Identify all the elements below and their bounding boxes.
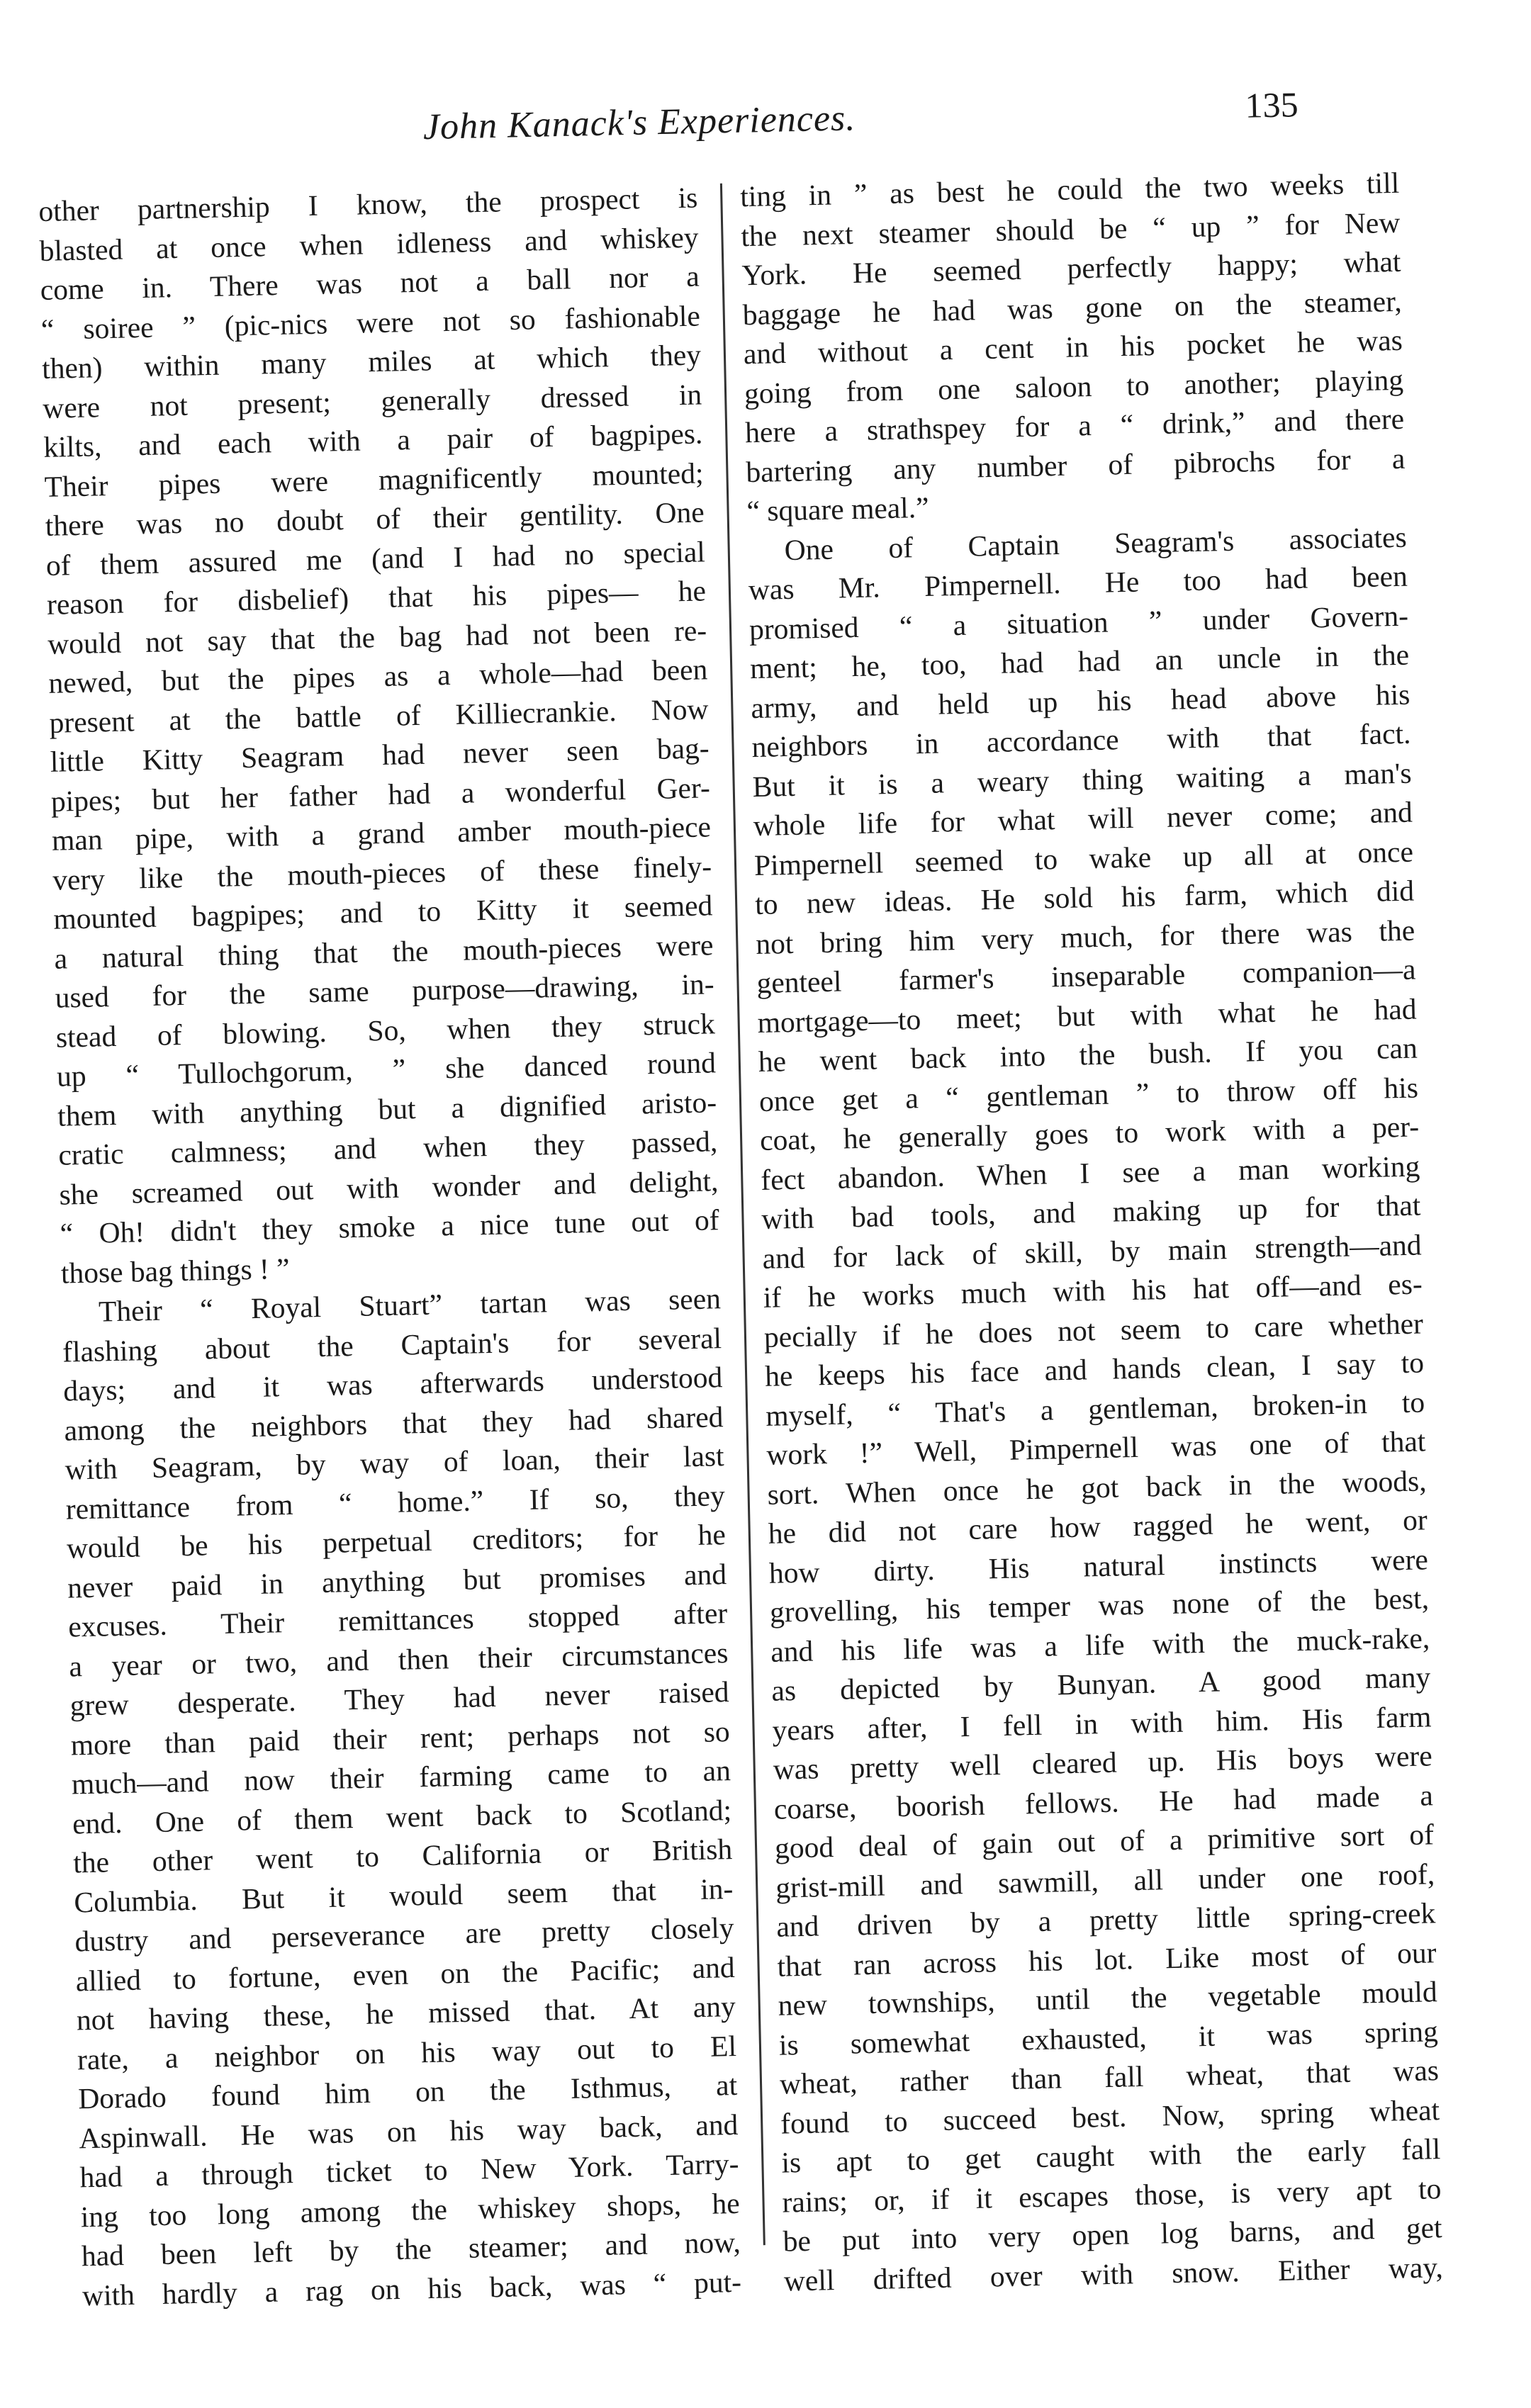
text-line: going from one saloon to another; playing — [744, 363, 1404, 410]
text-line: coarse, boorish fellows. He had made a — [773, 1778, 1434, 1825]
text-line: the other went to California or British — [72, 1833, 733, 1879]
text-line: “ square meal.” — [746, 490, 929, 528]
text-line: come in. There was not a ball nor a — [40, 259, 700, 306]
text-line: mounted bagpipes; and to Kitty it seemed — [52, 889, 713, 935]
text-line: not having these, he missed that. At any — [76, 1989, 736, 2037]
text-line: Columbia. But it would seem that in- — [73, 1872, 734, 1918]
text-line: among the neighbors that they had shared — [64, 1400, 724, 1447]
text-line: and for lack of skill, by main strength—and — [762, 1227, 1422, 1275]
text-line: with Seagram, by way of loan, their last — [65, 1439, 724, 1486]
text-line: was pretty well cleared up. His boys were — [773, 1739, 1433, 1786]
text-line: ting in ” as best he could the two weeks till — [739, 166, 1400, 213]
text-line: cratic calmness; and when they passed, — [57, 1125, 718, 1171]
text-line: little Kitty Seagram had never seen bag- — [50, 731, 710, 778]
text-line: much—and now their farming came to an — [71, 1754, 731, 1801]
text-line: remittance from “ home.” If so, they — [65, 1478, 726, 1526]
text-line: well drifted over with snow. Either way, — [783, 2250, 1444, 2297]
text-line: he did not care how ragged he went, or — [768, 1503, 1428, 1550]
text-line: York. He seemed perfectly happy; what — [741, 244, 1401, 292]
text-line: One of Captain Seagram's associates — [784, 520, 1408, 566]
text-line: be put into very open log barns, and get — [783, 2211, 1443, 2258]
text-line: as depicted by Bunyan. A good many — [770, 1660, 1431, 1707]
text-line: of them assured me (and I had no special — [45, 534, 706, 582]
text-line: she screamed out with wonder and delight, — [59, 1164, 719, 1211]
text-line: not bring him very much, for there was the — [755, 913, 1415, 960]
text-line: neighbors in accordance with that fact. — [751, 716, 1411, 764]
text-line: man pipe, with a grand amber mouth-piece — [51, 810, 712, 857]
text-line: wheat, rather than fall wheat, that was — [779, 2054, 1440, 2100]
text-line: Pimpernell seemed to wake up all at once — [753, 835, 1414, 882]
text-line: had been left by the steamer; and now, — [81, 2225, 741, 2273]
text-line: dustry and perseverance are pretty closely — [74, 1911, 734, 1958]
text-line: newed, but the pipes as a whole—had been — [47, 653, 708, 699]
text-line: whole life for what will never come; and — [753, 795, 1413, 843]
text-line: years after, I fell in with him. His farm — [772, 1699, 1432, 1747]
text-line: would be his perpetual creditors; for he — [66, 1518, 727, 1565]
text-line: ing too long among the whiskey shops, he — [80, 2186, 741, 2233]
text-line: Dorado found him on the Isthmus, at — [77, 2068, 738, 2115]
text-line: new townships, until the vegetable mould — [778, 1975, 1438, 2022]
text-line: rate, a neighbor on his way out to El — [77, 2029, 737, 2076]
text-line: work !” Well, Pimpernell was one of that — [766, 1424, 1426, 1471]
text-line: army, and held up his head above his — [750, 677, 1411, 724]
text-line: myself, “ That's a gentleman, broken-in to — [765, 1385, 1425, 1432]
text-line: was Mr. Pimpernell. He too had been — [748, 559, 1408, 607]
text-line: here a strathspey for a “ drink,” and there — [744, 402, 1405, 449]
text-line: Their “ Royal Stuart” tartan was seen — [98, 1282, 722, 1328]
text-line: found to succeed best. Now, spring wheat — [780, 2093, 1440, 2140]
text-line: then) within many miles at which they — [41, 338, 702, 385]
text-line: used for the same purpose—drawing, in- — [55, 967, 715, 1014]
text-line: had a through ticket to New York. Tarry- — [79, 2147, 739, 2194]
text-line: Their pipes were magnificently mounted; — [44, 456, 704, 503]
text-line: and driven by a pretty little spring-creek — [775, 1896, 1436, 1943]
text-line: pipes; but her father had a wonderful Ger- — [50, 770, 711, 818]
text-line: a natural thing that the mouth-pieces were — [54, 928, 714, 975]
text-line: once get a “ gentleman ” to throw off his — [758, 1071, 1419, 1118]
page-number: 135 — [1244, 84, 1299, 125]
text-line: Aspinwall. He was on his way back, and — [78, 2108, 739, 2154]
text-line: and without a cent in his pocket he was — [743, 323, 1403, 371]
text-line: rains; or, if it escapes those, is very apt to — [782, 2171, 1442, 2219]
text-line: “ soiree ” (pic-nics were not so fashionable — [40, 298, 701, 346]
left-column — [38, 179, 742, 2316]
text-line: mortgage—to meet; but with what he had — [757, 992, 1417, 1039]
running-head — [0, 83, 1530, 171]
text-line: “ Oh! didn't they smoke a nice tune out of — [60, 1203, 719, 1250]
text-line: very like the mouth-pieces of these finely- — [52, 849, 712, 896]
text-line: baggage he had was gone on the steamer, — [742, 284, 1403, 331]
text-line: grew desperate. They had never raised — [69, 1675, 729, 1722]
text-line: is somewhat exhausted, it was spring — [778, 2014, 1439, 2061]
text-line: excuses. Their remittances stopped after — [67, 1597, 728, 1643]
text-line: up “ Tullochgorum, ” she danced round — [56, 1046, 717, 1093]
text-line: there was no doubt of their gentility. One — [45, 495, 705, 542]
text-line: kilts, and each with a pair of bagpipes. — [43, 417, 703, 463]
text-line: flashing about the Captain's for several — [62, 1321, 722, 1368]
text-line: how dirty. His natural instincts were — [768, 1542, 1429, 1590]
text-line: and his life was a life with the muck-rake, — [770, 1621, 1430, 1668]
text-line: other partnership I know, the prospect is — [38, 181, 698, 227]
text-line: stead of blowing. So, when they struck — [55, 1006, 716, 1054]
text-line: grist-mill and sawmill, all under one roof, — [775, 1857, 1435, 1904]
text-line: he keeps his face and hands clean, I say to — [764, 1346, 1425, 1393]
text-line: those bag things ! ” — [60, 1251, 291, 1290]
text-line: bartering any number of pibrochs for a — [745, 441, 1406, 488]
right-column — [740, 164, 1444, 2301]
text-line: were not present; generally dressed in — [42, 377, 702, 424]
text-line: sort. When once he got back in the woods, — [767, 1463, 1427, 1511]
text-line: is apt to get caught with the early fall — [780, 2132, 1441, 2179]
text-line: fect abandon. When I see a man working — [760, 1149, 1420, 1196]
text-line: a year or two, and then their circumstances — [69, 1636, 729, 1683]
text-line: blasted at once when idleness and whiskey — [39, 220, 699, 267]
text-line: coat, he generally goes to work with a per- — [759, 1110, 1420, 1157]
text-line: present at the battle of Killiecrankie. Now — [49, 692, 709, 739]
text-line: more than paid their rent; perhaps not so — [70, 1714, 731, 1762]
text-line: ment; he, too, had had an uncle in the — [749, 638, 1410, 685]
text-line: promised “ a situation ” under Govern- — [748, 599, 1409, 646]
text-line: if he works much with his hat off—and es- — [763, 1267, 1423, 1314]
text-line: he went back into the bush. If you can — [758, 1031, 1418, 1078]
text-line: to new ideas. He sold his farm, which did — [754, 874, 1415, 921]
text-line: that ran across his lot. Like most of our — [777, 1935, 1437, 1983]
text-columns — [38, 164, 1451, 2353]
text-line: end. One of them went back to Scotland; — [72, 1793, 732, 1840]
text-line: good deal of gain out of a primitive sort of — [774, 1818, 1435, 1864]
running-title: John Kanack's Experiences. — [422, 98, 856, 148]
text-line: them with anything but a dignified aristo- — [57, 1085, 717, 1132]
text-line: days; and it was afterwards understood — [62, 1361, 723, 1407]
text-line: grovelling, his temper was none of the best, — [769, 1582, 1430, 1628]
text-line: But it is a weary thing waiting a man's — [752, 756, 1412, 803]
text-line: with hardly a rag on his back, was “ put- — [82, 2265, 742, 2312]
text-line: genteel farmer's inseparable companion—a — [756, 952, 1416, 1000]
text-line: never paid in anything but promises and — [67, 1557, 727, 1604]
text-line: allied to fortune, even on the Pacific; and — [75, 1950, 736, 1997]
text-line: pecially if he does not seem to care whether — [763, 1306, 1424, 1354]
text-line: reason for disbelief) that his pipes— he — [46, 574, 707, 621]
text-line: the next steamer should be “ up ” for New — [740, 206, 1401, 252]
text-line: with bad tools, and making up for that — [761, 1188, 1421, 1235]
text-line: would not say that the bag had not been re- — [47, 613, 707, 660]
